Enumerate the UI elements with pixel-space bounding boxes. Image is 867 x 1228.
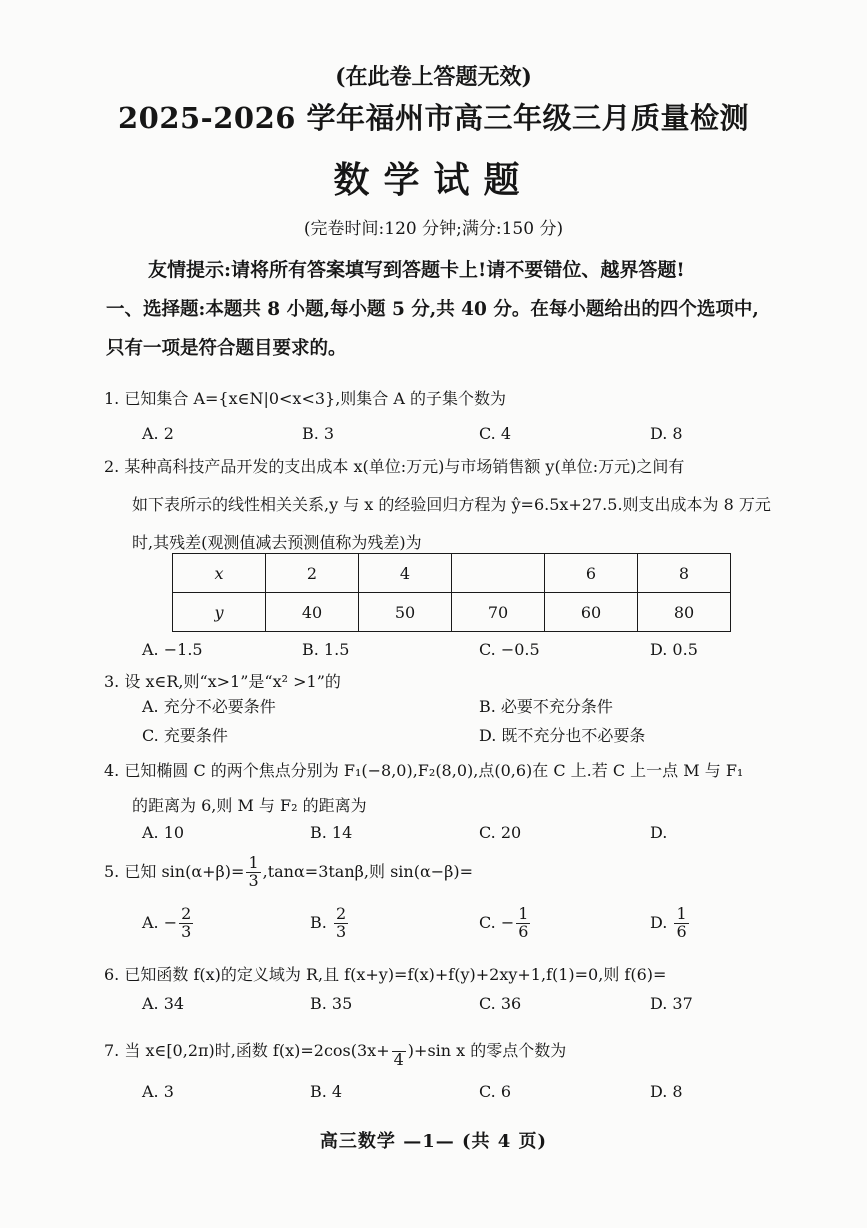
q5-option-b [310, 906, 350, 941]
question-number: 3. [104, 672, 120, 691]
fraction-numerator: 2 [335, 904, 347, 923]
q3-option-c: C. 充要条件 [142, 726, 228, 745]
q6-option-c: C. 36 [479, 994, 522, 1013]
q1-option-b: B. 3 [302, 424, 335, 443]
table-row-y [173, 593, 731, 632]
question-text-pre: 当 x∈[0,2π)时,函数 f(x)=2cos(3x+ [124, 1040, 390, 1060]
question-text: 设 x∈R,则“x>1”是“x² >1”的 [124, 672, 341, 691]
fraction [334, 906, 348, 941]
table-row-x [173, 554, 731, 593]
question-6 [104, 962, 666, 985]
question-text-pre: 已知 sin(α+β)= [124, 861, 245, 881]
q3-option-d: D. 既不充分也不必要条 [479, 726, 646, 745]
fraction [179, 906, 193, 941]
question-text: 已知集合 A={x∈N|0<x<3},则集合 A 的子集个数为 [124, 389, 507, 408]
q2-option-d: D. 0.5 [650, 640, 698, 659]
fraction-denominator: 3 [181, 921, 192, 941]
question-number: 1. [104, 389, 120, 408]
q7-option-a: A. 3 [142, 1082, 174, 1101]
section-heading-line2: 只有一项是符合题目要求的。 [106, 338, 347, 359]
q3-option-b: B. 必要不充分条件 [479, 697, 613, 716]
question-text-post: ,tanα=3tanβ,则 sin(α−β)= [262, 861, 474, 881]
q4-option-a: A. 10 [142, 823, 185, 842]
question-text-line1: 某种高科技产品开发的支出成本 x(单位:万元)与市场销售额 y(单位:万元)之间有 [124, 457, 685, 476]
q2-text-line2: 如下表所示的线性相关关系,y 与 x 的经验回归方程为 ŷ=6.5x+27.5.则支出成本为 8 万元 [132, 495, 771, 514]
option-sign: − [500, 912, 515, 932]
fraction-numerator: 1 [518, 904, 529, 923]
table-cell: 4 [359, 554, 452, 593]
fraction-denominator: 6 [676, 921, 687, 941]
table-cell: 60 [545, 593, 638, 632]
question-number: 6. [104, 965, 120, 984]
fraction [674, 906, 688, 941]
fraction [246, 855, 260, 890]
table-cell: 40 [266, 593, 359, 632]
table-cell: 50 [359, 593, 452, 632]
exam-title: 2025-2026 学年福州市高三年级三月质量检测 [117, 101, 750, 135]
time-info: (完卷时间:120 分钟;满分:150 分) [303, 219, 564, 239]
question-7 [104, 1034, 566, 1069]
q2-option-b: B. 1.5 [302, 640, 350, 659]
q1-option-a: A. 2 [142, 424, 174, 443]
table-cell [452, 554, 545, 593]
fraction [516, 906, 530, 941]
question-number: 4. [104, 761, 120, 780]
q6-option-b: B. 35 [310, 994, 353, 1013]
subject-title: 数学试题 [333, 159, 534, 201]
question-4 [104, 758, 743, 781]
table-cell: 8 [638, 554, 731, 593]
question-1 [104, 386, 506, 409]
option-label: A. [142, 912, 159, 932]
fraction [392, 1034, 406, 1069]
option-label: D. [650, 912, 668, 932]
question-2 [104, 454, 684, 477]
table-cell: x [173, 554, 266, 593]
q1-option-d: D. 8 [650, 424, 683, 443]
question-number: 5. [104, 861, 120, 881]
q3-option-a: A. 充分不必要条件 [142, 697, 276, 716]
option-sign: − [163, 912, 178, 932]
q2-text-line3: 时,其残差(观测值减去预测值称为残差)为 [132, 533, 422, 552]
option-label: B. [310, 912, 327, 932]
question-number: 2. [104, 457, 120, 476]
q4-option-c: C. 20 [479, 823, 522, 842]
page-footer: 高三数学 —1— (共 4 页) [319, 1131, 548, 1152]
fraction-numerator: 1 [676, 904, 687, 923]
fraction-denominator: 3 [248, 870, 259, 890]
fraction-denominator: 6 [518, 921, 529, 941]
invalid-note: (在此卷上答题无效) [335, 64, 532, 90]
table-cell: 2 [266, 554, 359, 593]
q7-option-b: B. 4 [310, 1082, 343, 1101]
table-cell: 80 [638, 593, 731, 632]
fraction-denominator: 3 [335, 921, 347, 941]
q7-option-c: C. 6 [479, 1082, 512, 1101]
fraction-numerator: 2 [181, 904, 192, 923]
option-label: C. [479, 912, 496, 932]
question-number: 7. [104, 1040, 120, 1060]
question-5 [104, 855, 473, 890]
q4-option-b: B. 14 [310, 823, 353, 842]
question-text-line1: 已知椭圆 C 的两个焦点分别为 F₁(−8,0),F₂(8,0),点(0,6)在 C 上.若 C 上一点 M 与 F₁ [124, 761, 744, 780]
friendly-tip: 友情提示:请将所有答案填写到答题卡上!请不要错位、越界答题! [148, 259, 685, 281]
table-cell: 6 [545, 554, 638, 593]
q5-option-a [142, 906, 195, 941]
q2-option-c: C. −0.5 [479, 640, 540, 659]
fraction-denominator: 4 [393, 1049, 404, 1069]
q6-option-a: A. 34 [142, 994, 185, 1013]
q1-option-c: C. 4 [479, 424, 512, 443]
q2-option-a: A. −1.5 [142, 640, 203, 659]
regression-data-table [172, 553, 731, 632]
section-heading-line1: 一、选择题:本题共 8 小题,每小题 5 分,共 40 分。在每小题给出的四个选项中, [106, 299, 759, 320]
q5-option-d [650, 906, 691, 941]
q7-option-d: D. 8 [650, 1082, 683, 1101]
q5-option-c [479, 906, 532, 941]
fraction-numerator: 1 [248, 853, 259, 872]
q4-option-d: D. [650, 823, 668, 842]
question-text: 已知函数 f(x)的定义域为 R,且 f(x+y)=f(x)+f(y)+2xy+1,f(1)=0,则 f(6)= [124, 965, 667, 984]
table-cell: 70 [452, 593, 545, 632]
table-cell: y [173, 593, 266, 632]
question-text-post: )+sin x 的零点个数为 [407, 1040, 567, 1060]
q4-text-line2: 的距离为 6,则 M 与 F₂ 的距离为 [132, 796, 367, 815]
q6-option-d: D. 37 [650, 994, 693, 1013]
question-3 [104, 669, 341, 692]
